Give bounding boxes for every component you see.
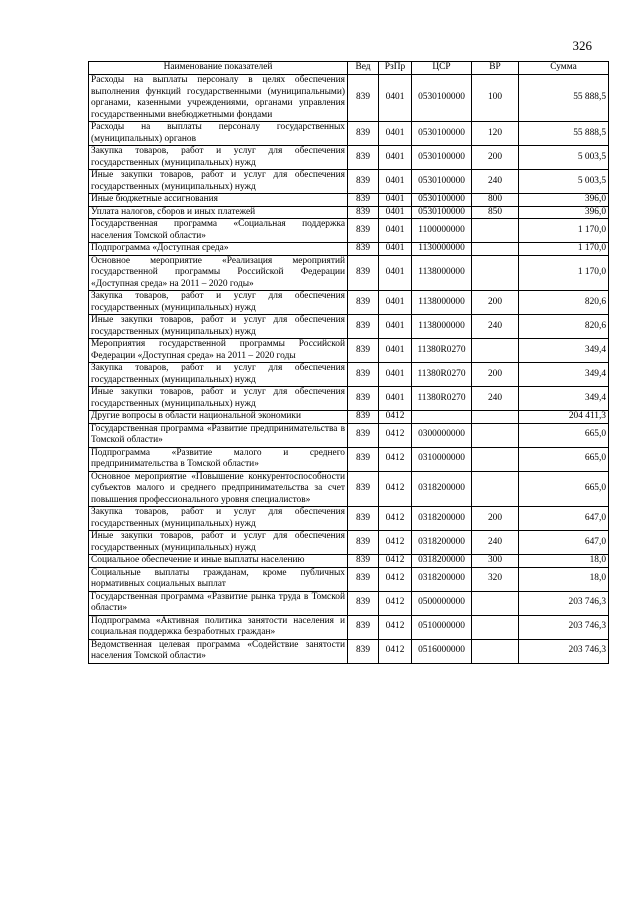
cell-vr bbox=[472, 591, 519, 615]
cell-vr bbox=[472, 243, 519, 256]
cell-csr: 0310000000 bbox=[412, 447, 472, 471]
cell-csr: 0516000000 bbox=[412, 639, 472, 663]
cell-csr: 0318200000 bbox=[412, 507, 472, 531]
cell-csr: 11380R0270 bbox=[412, 387, 472, 411]
cell-vr bbox=[472, 639, 519, 663]
cell-name: Расходы на выплаты персоналу государственных (муниципальных) органов bbox=[89, 122, 348, 146]
cell-name: Государственная программа «Развитие предпринимательства в Томской области» bbox=[89, 423, 348, 447]
cell-csr: 0500000000 bbox=[412, 591, 472, 615]
cell-sum: 1 170,0 bbox=[519, 243, 609, 256]
cell-sum: 5 003,5 bbox=[519, 146, 609, 170]
cell-ved: 839 bbox=[348, 615, 379, 639]
cell-sum: 820,6 bbox=[519, 291, 609, 315]
cell-rzpr: 0412 bbox=[379, 555, 412, 568]
cell-sum: 18,0 bbox=[519, 555, 609, 568]
cell-sum: 203 746,3 bbox=[519, 591, 609, 615]
cell-sum: 5 003,5 bbox=[519, 170, 609, 194]
cell-vr: 300 bbox=[472, 555, 519, 568]
cell-rzpr: 0401 bbox=[379, 243, 412, 256]
cell-sum: 396,0 bbox=[519, 194, 609, 207]
cell-ved: 839 bbox=[348, 471, 379, 507]
cell-vr bbox=[472, 411, 519, 424]
cell-ved: 839 bbox=[348, 567, 379, 591]
cell-ved: 839 bbox=[348, 363, 379, 387]
cell-rzpr: 0412 bbox=[379, 615, 412, 639]
cell-csr: 0530100000 bbox=[412, 75, 472, 122]
cell-rzpr: 0401 bbox=[379, 219, 412, 243]
cell-rzpr: 0412 bbox=[379, 531, 412, 555]
cell-sum: 665,0 bbox=[519, 423, 609, 447]
cell-rzpr: 0412 bbox=[379, 447, 412, 471]
cell-name: Основное мероприятие «Повышение конкурентоспособности субъектов малого и среднего предпринимательства за счет повышения профессионального уровня специалистов» bbox=[89, 471, 348, 507]
table-row bbox=[89, 567, 609, 591]
table-row bbox=[89, 471, 609, 507]
cell-csr: 0530100000 bbox=[412, 194, 472, 207]
cell-vr: 200 bbox=[472, 363, 519, 387]
table-row bbox=[89, 423, 609, 447]
cell-rzpr: 0412 bbox=[379, 423, 412, 447]
cell-vr: 200 bbox=[472, 507, 519, 531]
cell-rzpr: 0401 bbox=[379, 255, 412, 291]
cell-name: Государственная программа «Социальная поддержка населения Томской области» bbox=[89, 219, 348, 243]
cell-csr: 0510000000 bbox=[412, 615, 472, 639]
cell-csr: 11380R0270 bbox=[412, 339, 472, 363]
cell-vr: 200 bbox=[472, 291, 519, 315]
cell-ved: 839 bbox=[348, 255, 379, 291]
cell-ved: 839 bbox=[348, 423, 379, 447]
table-row bbox=[89, 447, 609, 471]
cell-sum: 18,0 bbox=[519, 567, 609, 591]
cell-ved: 839 bbox=[348, 206, 379, 219]
cell-ved: 839 bbox=[348, 122, 379, 146]
cell-name: Социальные выплаты гражданам, кроме публичных нормативных социальных выплат bbox=[89, 567, 348, 591]
cell-vr bbox=[472, 255, 519, 291]
header-ved: Вед bbox=[348, 62, 379, 75]
table-row bbox=[89, 170, 609, 194]
cell-vr: 240 bbox=[472, 531, 519, 555]
table-row bbox=[89, 243, 609, 256]
cell-csr: 11380R0270 bbox=[412, 363, 472, 387]
table-row bbox=[89, 206, 609, 219]
header-csr: ЦСР bbox=[412, 62, 472, 75]
cell-ved: 839 bbox=[348, 411, 379, 424]
header-sum: Сумма bbox=[519, 62, 609, 75]
table-row bbox=[89, 387, 609, 411]
cell-ved: 839 bbox=[348, 507, 379, 531]
cell-sum: 349,4 bbox=[519, 387, 609, 411]
cell-name: Иные бюджетные ассигнования bbox=[89, 194, 348, 207]
cell-rzpr: 0412 bbox=[379, 591, 412, 615]
budget-table bbox=[88, 61, 609, 664]
cell-name: Закупка товаров, работ и услуг для обеспечения государственных (муниципальных) нужд bbox=[89, 363, 348, 387]
cell-rzpr: 0401 bbox=[379, 146, 412, 170]
cell-csr: 1138000000 bbox=[412, 291, 472, 315]
cell-rzpr: 0412 bbox=[379, 507, 412, 531]
cell-rzpr: 0401 bbox=[379, 363, 412, 387]
cell-vr: 120 bbox=[472, 122, 519, 146]
cell-name: Государственная программа «Развитие рынка труда в Томской области» bbox=[89, 591, 348, 615]
table-row bbox=[89, 363, 609, 387]
cell-rzpr: 0412 bbox=[379, 411, 412, 424]
cell-ved: 839 bbox=[348, 555, 379, 568]
cell-ved: 839 bbox=[348, 639, 379, 663]
table-row bbox=[89, 591, 609, 615]
cell-ved: 839 bbox=[348, 387, 379, 411]
cell-name: Подпрограмма «Активная политика занятости населения и социальная поддержка безработных граждан» bbox=[89, 615, 348, 639]
cell-name: Другие вопросы в области национальной экономики bbox=[89, 411, 348, 424]
cell-sum: 203 746,3 bbox=[519, 615, 609, 639]
cell-name: Расходы на выплаты персоналу в целях обеспечения выполнения функций государственными (муниципальными) органами, казенными учреждениями, органами управления государственными внебюджетными фондами bbox=[89, 75, 348, 122]
cell-vr: 240 bbox=[472, 315, 519, 339]
cell-vr bbox=[472, 615, 519, 639]
cell-sum: 820,6 bbox=[519, 315, 609, 339]
cell-name: Ведомственная целевая программа «Содействие занятости населения Томской области» bbox=[89, 639, 348, 663]
cell-ved: 839 bbox=[348, 531, 379, 555]
table-row bbox=[89, 639, 609, 663]
cell-rzpr: 0401 bbox=[379, 170, 412, 194]
cell-ved: 839 bbox=[348, 591, 379, 615]
cell-ved: 839 bbox=[348, 146, 379, 170]
table-row bbox=[89, 531, 609, 555]
table-row bbox=[89, 507, 609, 531]
cell-vr bbox=[472, 447, 519, 471]
cell-sum: 55 888,5 bbox=[519, 122, 609, 146]
cell-rzpr: 0412 bbox=[379, 471, 412, 507]
cell-name: Закупка товаров, работ и услуг для обеспечения государственных (муниципальных) нужд bbox=[89, 507, 348, 531]
table-row bbox=[89, 411, 609, 424]
table-header-row bbox=[89, 62, 609, 75]
cell-name: Мероприятия государственной программы Российской Федерации «Доступная среда» на 2011 – 2020 годы bbox=[89, 339, 348, 363]
table-row bbox=[89, 146, 609, 170]
cell-vr bbox=[472, 471, 519, 507]
cell-ved: 839 bbox=[348, 291, 379, 315]
cell-name: Иные закупки товаров, работ и услуг для обеспечения государственных (муниципальных) нужд bbox=[89, 170, 348, 194]
page-number: 326 bbox=[572, 38, 592, 53]
cell-vr bbox=[472, 339, 519, 363]
table-row bbox=[89, 194, 609, 207]
cell-vr: 100 bbox=[472, 75, 519, 122]
cell-csr: 1130000000 bbox=[412, 243, 472, 256]
cell-name: Уплата налогов, сборов и иных платежей bbox=[89, 206, 348, 219]
cell-name: Иные закупки товаров, работ и услуг для обеспечения государственных (муниципальных) нужд bbox=[89, 531, 348, 555]
cell-csr: 0318200000 bbox=[412, 531, 472, 555]
table-row bbox=[89, 122, 609, 146]
cell-sum: 647,0 bbox=[519, 507, 609, 531]
cell-ved: 839 bbox=[348, 170, 379, 194]
cell-rzpr: 0412 bbox=[379, 639, 412, 663]
cell-ved: 839 bbox=[348, 194, 379, 207]
cell-sum: 349,4 bbox=[519, 363, 609, 387]
cell-sum: 349,4 bbox=[519, 339, 609, 363]
cell-csr: 1138000000 bbox=[412, 315, 472, 339]
cell-rzpr: 0401 bbox=[379, 315, 412, 339]
cell-sum: 55 888,5 bbox=[519, 75, 609, 122]
cell-ved: 839 bbox=[348, 315, 379, 339]
cell-rzpr: 0401 bbox=[379, 339, 412, 363]
cell-ved: 839 bbox=[348, 447, 379, 471]
cell-sum: 665,0 bbox=[519, 447, 609, 471]
cell-csr: 0530100000 bbox=[412, 170, 472, 194]
cell-vr: 850 bbox=[472, 206, 519, 219]
cell-rzpr: 0401 bbox=[379, 194, 412, 207]
cell-csr: 0318200000 bbox=[412, 555, 472, 568]
cell-sum: 665,0 bbox=[519, 471, 609, 507]
cell-ved: 839 bbox=[348, 243, 379, 256]
cell-name: Иные закупки товаров, работ и услуг для обеспечения государственных (муниципальных) нужд bbox=[89, 387, 348, 411]
cell-name: Социальное обеспечение и иные выплаты населению bbox=[89, 555, 348, 568]
cell-vr: 800 bbox=[472, 194, 519, 207]
cell-rzpr: 0412 bbox=[379, 567, 412, 591]
cell-vr bbox=[472, 219, 519, 243]
cell-sum: 203 746,3 bbox=[519, 639, 609, 663]
cell-name: Иные закупки товаров, работ и услуг для обеспечения государственных (муниципальных) нужд bbox=[89, 315, 348, 339]
table-row bbox=[89, 615, 609, 639]
cell-csr: 1100000000 bbox=[412, 219, 472, 243]
table-row bbox=[89, 555, 609, 568]
cell-csr: 0530100000 bbox=[412, 146, 472, 170]
cell-vr: 200 bbox=[472, 146, 519, 170]
cell-csr: 1138000000 bbox=[412, 255, 472, 291]
cell-csr: 0530100000 bbox=[412, 122, 472, 146]
cell-sum: 647,0 bbox=[519, 531, 609, 555]
cell-csr: 0300000000 bbox=[412, 423, 472, 447]
cell-vr bbox=[472, 423, 519, 447]
table-row bbox=[89, 315, 609, 339]
header-name: Наименование показателей bbox=[89, 62, 348, 75]
cell-sum: 1 170,0 bbox=[519, 219, 609, 243]
cell-csr: 0530100000 bbox=[412, 206, 472, 219]
cell-rzpr: 0401 bbox=[379, 75, 412, 122]
cell-name: Основное мероприятие «Реализация мероприятий государственной программы Российской Федерации «Доступная среда» на 2011 – 2020 годы» bbox=[89, 255, 348, 291]
cell-ved: 839 bbox=[348, 219, 379, 243]
cell-sum: 204 411,3 bbox=[519, 411, 609, 424]
cell-vr: 320 bbox=[472, 567, 519, 591]
table-row bbox=[89, 219, 609, 243]
cell-vr: 240 bbox=[472, 387, 519, 411]
cell-name: Закупка товаров, работ и услуг для обеспечения государственных (муниципальных) нужд bbox=[89, 146, 348, 170]
cell-sum: 396,0 bbox=[519, 206, 609, 219]
cell-name: Подпрограмма «Развитие малого и среднего предпринимательства в Томской области» bbox=[89, 447, 348, 471]
cell-sum: 1 170,0 bbox=[519, 255, 609, 291]
table-row bbox=[89, 339, 609, 363]
table-row bbox=[89, 75, 609, 122]
cell-rzpr: 0401 bbox=[379, 122, 412, 146]
cell-csr: 0318200000 bbox=[412, 567, 472, 591]
cell-rzpr: 0401 bbox=[379, 291, 412, 315]
cell-rzpr: 0401 bbox=[379, 387, 412, 411]
cell-ved: 839 bbox=[348, 339, 379, 363]
cell-csr: 0318200000 bbox=[412, 471, 472, 507]
cell-ved: 839 bbox=[348, 75, 379, 122]
cell-name: Закупка товаров, работ и услуг для обеспечения государственных (муниципальных) нужд bbox=[89, 291, 348, 315]
cell-csr bbox=[412, 411, 472, 424]
cell-vr: 240 bbox=[472, 170, 519, 194]
header-vr: ВР bbox=[472, 62, 519, 75]
table-row bbox=[89, 291, 609, 315]
cell-rzpr: 0401 bbox=[379, 206, 412, 219]
header-rzpr: РзПр bbox=[379, 62, 412, 75]
table-row bbox=[89, 255, 609, 291]
cell-name: Подпрограмма «Доступная среда» bbox=[89, 243, 348, 256]
